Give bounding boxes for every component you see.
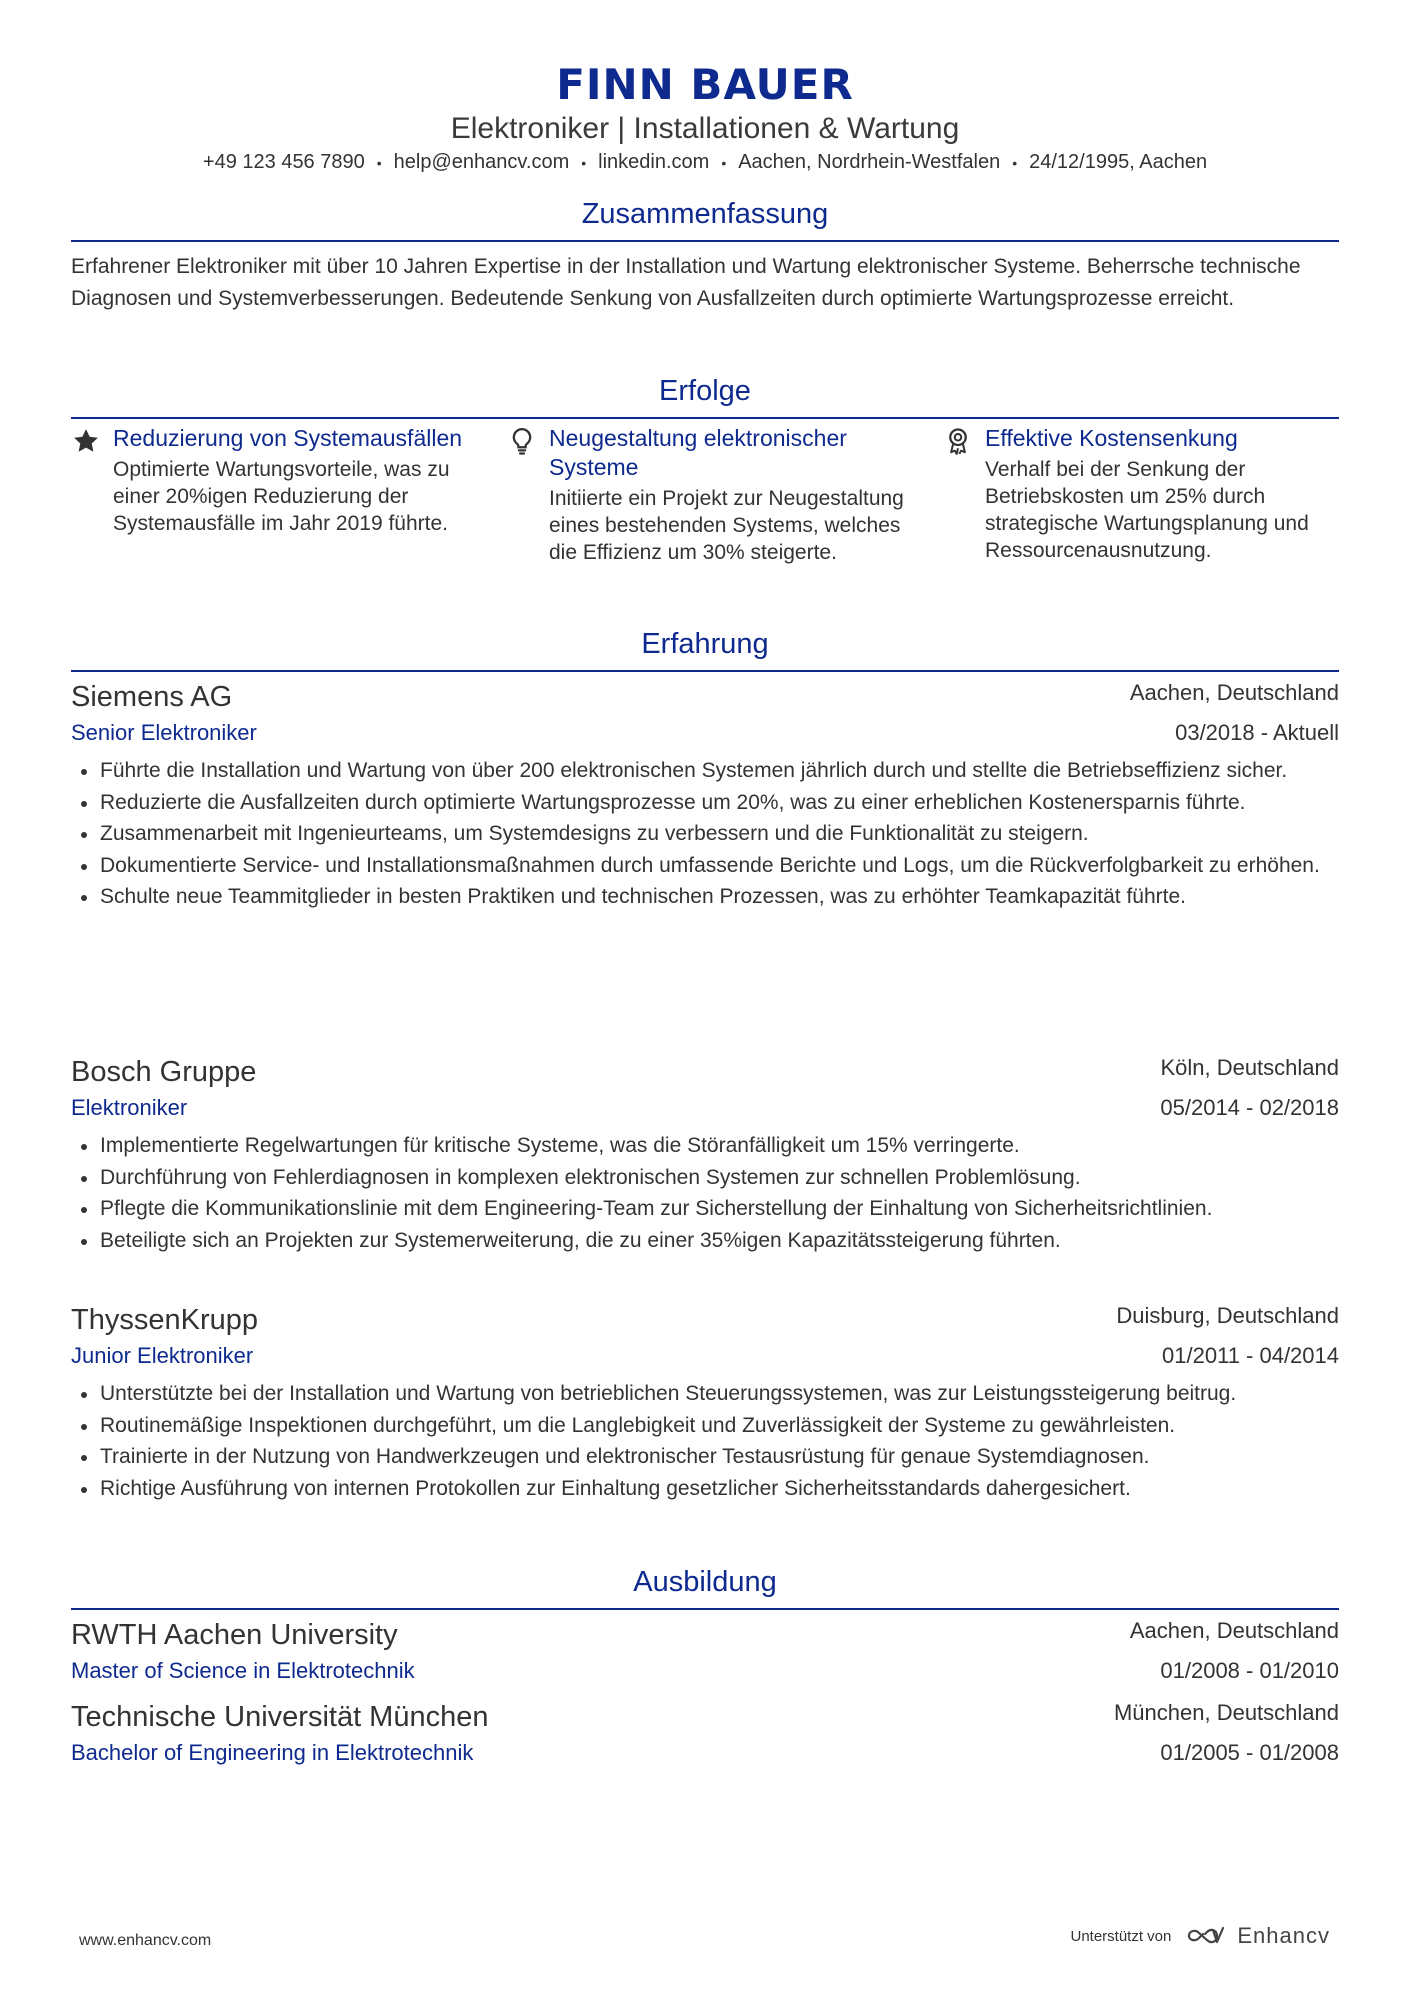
section-divider: [71, 417, 1339, 419]
list-item: Routinemäßige Inspektionen durchgeführt, um die Langlebigkeit und Zuverlässigkeit der Systeme zu gewährleisten.: [71, 1410, 1339, 1442]
contact-linkedin[interactable]: linkedin.com: [598, 151, 710, 173]
contact-birth: 24/12/1995, Aachen: [1029, 151, 1208, 173]
section-title-summary: Zusammenfassung: [581, 198, 829, 230]
job-entry: [71, 1302, 1339, 1504]
section-title-education: Ausbildung: [633, 1566, 777, 1598]
company-name: Siemens AG: [71, 681, 233, 713]
list-item: Führte die Installation und Wartung von über 200 elektronischen Systemen jährlich durch und stellte die Betriebseffizienz sicher.: [71, 755, 1339, 787]
achievement-description: Initiierte ein Projekt zur Neugestaltung eines bestehenden Systems, welches die Effizienz um 30% steigerte.: [549, 487, 904, 564]
list-item: Schulte neue Teammitglieder in besten Praktiken und technischen Prozessen, was zu erhöhter Teamkapazität führte.: [71, 881, 1339, 913]
degree: Master of Science in Elektrotechnik: [71, 1658, 415, 1683]
contact-line: [71, 148, 1339, 177]
list-item: Trainierte in der Nutzung von Handwerkzeugen und elektronischer Testausrüstung für genaue Systemdiagnosen.: [71, 1441, 1339, 1473]
contact-separator: •: [376, 154, 382, 171]
job-entry: [71, 1054, 1339, 1256]
achievement-title: Neugestaltung elektronischer Systeme: [549, 425, 847, 480]
contact-email[interactable]: help@enhancv.com: [393, 151, 570, 173]
contact-phone: +49 123 456 7890: [202, 151, 365, 173]
section-divider: [71, 670, 1339, 672]
school-location: Aachen, Deutschland: [1129, 1618, 1339, 1643]
contact-separator: •: [1012, 154, 1018, 171]
list-item: Unterstützte bei der Installation und Wartung von betrieblichen Steuerungssystemen, was zur Leistungssteigerung beitrug.: [71, 1378, 1339, 1410]
job-dates: 05/2014 - 02/2018: [1160, 1095, 1339, 1120]
education-dates: 01/2005 - 01/2008: [1160, 1740, 1339, 1765]
section-title-experience: Erfahrung: [641, 628, 769, 660]
job-entry: [71, 679, 1339, 913]
job-dates: 03/2018 - Aktuell: [1175, 720, 1339, 745]
list-item: Richtige Ausführung von internen Protokollen zur Einhaltung gesetzlicher Sicherheitsstandards dahergesichert.: [71, 1473, 1339, 1505]
job-role: Senior Elektroniker: [71, 720, 257, 745]
list-item: Implementierte Regelwartungen für kritische Systeme, was die Störanfälligkeit um 15% verringerte.: [71, 1130, 1339, 1162]
job-bullets: [71, 1378, 1339, 1504]
star-icon: [71, 426, 101, 456]
education-dates: 01/2008 - 01/2010: [1160, 1658, 1339, 1683]
school-location: München, Deutschland: [1113, 1700, 1339, 1725]
contact-separator: •: [581, 154, 587, 171]
enhancv-logo-icon: [1185, 1924, 1229, 1948]
section-divider: [71, 240, 1339, 242]
job-bullets: [71, 1130, 1339, 1256]
achievement-description: Optimierte Wartungsvorteile, was zu einer 20%igen Reduzierung der Systemausfälle im Jahr 2019 führte.: [113, 458, 450, 535]
candidate-headline: Elektroniker | Installationen & Wartung: [450, 112, 960, 145]
list-item: Reduzierte die Ausfallzeiten durch optimierte Wartungsprozesse um 20%, was zu einer erheblichen Kostenersparnis führte.: [71, 787, 1339, 819]
job-location: Duisburg, Deutschland: [1116, 1303, 1339, 1328]
contact-separator: •: [721, 154, 727, 171]
job-bullets: [71, 755, 1339, 913]
footer-branding: [1070, 1923, 1330, 1949]
company-name: Bosch Gruppe: [71, 1056, 257, 1088]
job-role: Elektroniker: [71, 1095, 188, 1120]
award-icon: [943, 426, 973, 456]
achievement-title: Reduzierung von Systemausfällen: [113, 425, 463, 451]
powered-by-label: Unterstützt von: [1070, 1927, 1172, 1945]
list-item: Pflegte die Kommunikationslinie mit dem Engineering-Team zur Sicherstellung der Einhaltung von Sicherheitsrichtlinien.: [71, 1193, 1339, 1225]
list-item: Durchführung von Fehlerdiagnosen in komplexen elektronischen Systemen zur schnellen Problemlösung.: [71, 1162, 1339, 1194]
company-name: ThyssenKrupp: [71, 1304, 258, 1336]
list-item: Beteiligte sich an Projekten zur Systemerweiterung, die zu einer 35%igen Kapazitätssteigerung führten.: [71, 1225, 1339, 1257]
job-location: Köln, Deutschland: [1160, 1055, 1339, 1080]
education-entry: [71, 1699, 1339, 1773]
section-divider: [71, 1608, 1339, 1610]
achievement-item: [943, 424, 1353, 564]
job-dates: 01/2011 - 04/2014: [1162, 1343, 1339, 1368]
list-item: Zusammenarbeit mit Ingenieurteams, um Systemdesigns zu verbessern und die Funktionalität zu steigern.: [71, 818, 1339, 850]
achievement-item: [71, 424, 481, 537]
education-entry: [71, 1617, 1339, 1691]
summary-text: Erfahrener Elektroniker mit über 10 Jahren Expertise in der Installation und Wartung elektronischer Systeme. Beherrsche technische Diagnosen und Systemverbesserungen. Bedeutende Senkung von Ausfallzeiten durch optimierte Wartungsprozesse erreicht.: [71, 255, 1301, 310]
section-title-achievements: Erfolge: [659, 375, 751, 407]
degree: Bachelor of Engineering in Elektrotechnik: [71, 1740, 474, 1765]
candidate-name: FINN BAUER: [556, 60, 854, 109]
footer-website[interactable]: www.enhancv.com: [79, 1932, 212, 1949]
job-location: Aachen, Deutschland: [1129, 680, 1339, 705]
achievement-item: [507, 424, 917, 566]
contact-location: Aachen, Nordrhein-Westfalen: [738, 151, 1001, 173]
achievement-title: Effektive Kostensenkung: [985, 425, 1238, 451]
school-name: Technische Universität München: [71, 1701, 489, 1733]
brand-name: Enhancv: [1237, 1923, 1330, 1948]
achievement-description: Verhalf bei der Senkung der Betriebskosten um 25% durch strategische Wartungsplanung und Ressourcenausnutzung.: [985, 458, 1309, 562]
lightbulb-icon: [507, 426, 537, 456]
job-role: Junior Elektroniker: [71, 1343, 254, 1368]
list-item: Dokumentierte Service- und Installationsmaßnahmen durch umfassende Berichte und Logs, um die Rückverfolgbarkeit zu erhöhen.: [71, 850, 1339, 882]
school-name: RWTH Aachen University: [71, 1619, 398, 1651]
